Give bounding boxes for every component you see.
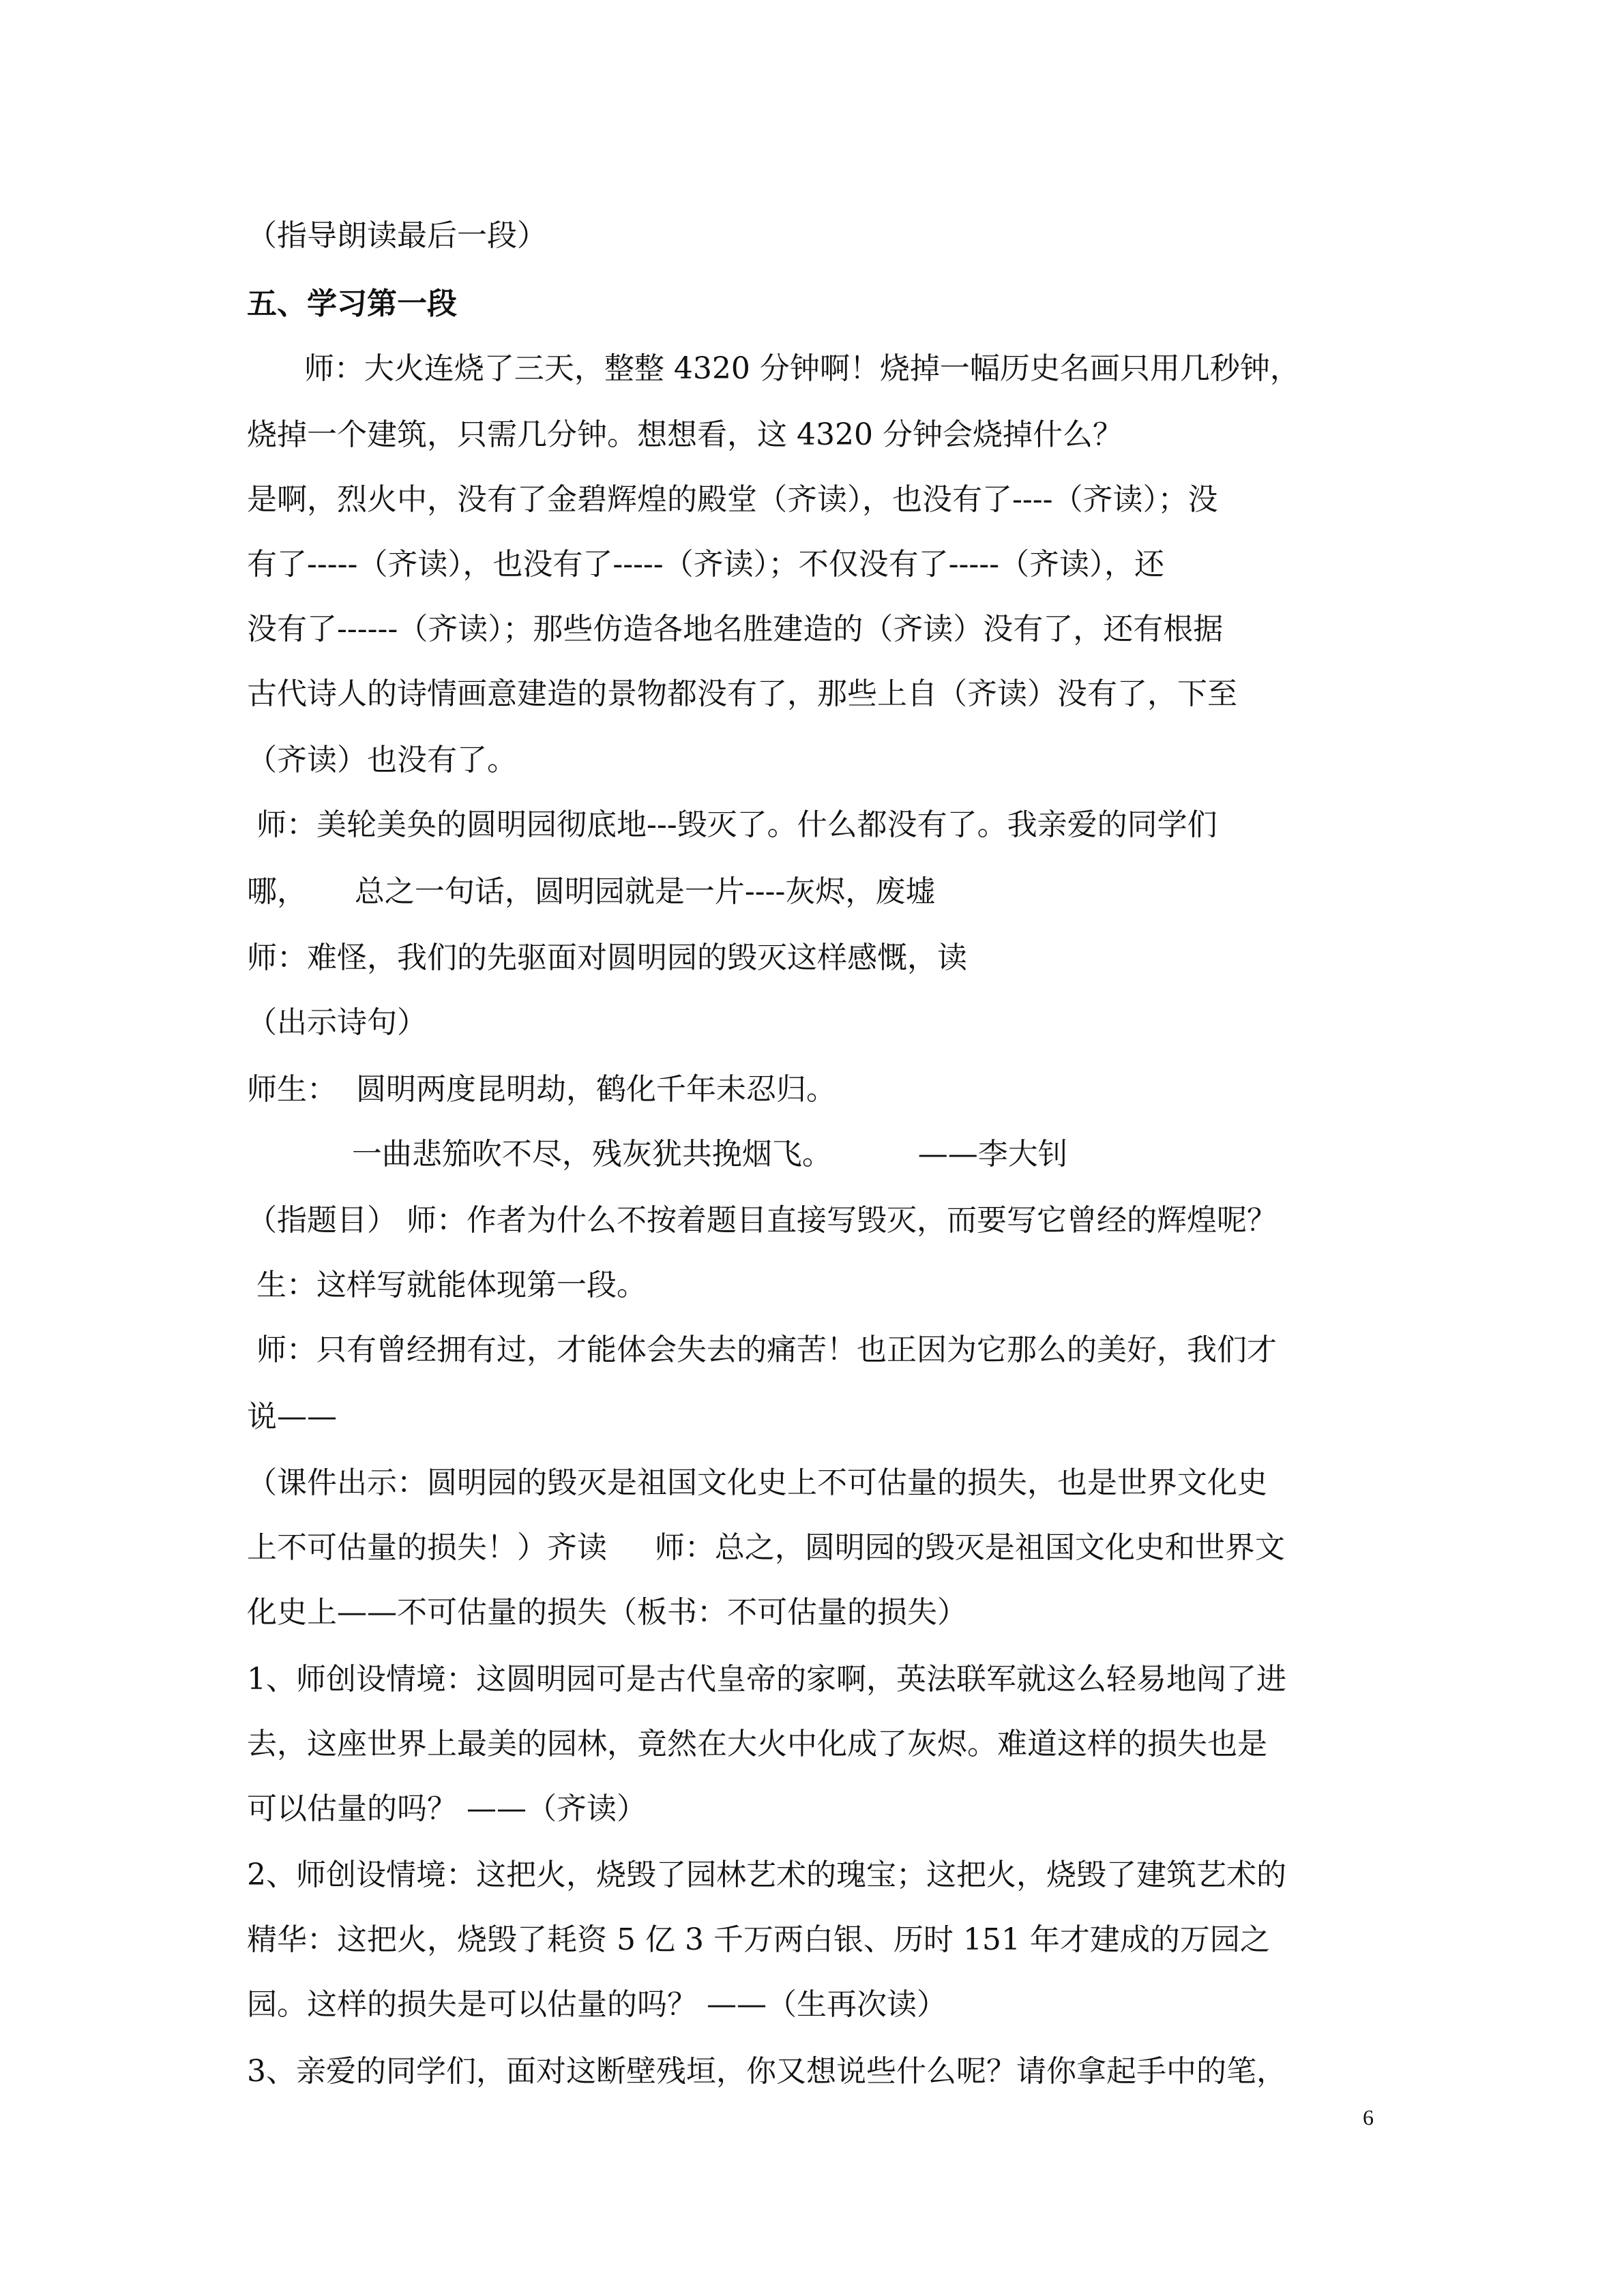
text-line: 去，这座世界上最美的园林，竟然在大火中化成了灰烬。难道这样的损失也是 bbox=[247, 1727, 1267, 1761]
text-line: 古代诗人的诗情画意建造的景物都没有了，那些上自（齐读）没有了，下至 bbox=[247, 676, 1237, 711]
poem-line: 一曲悲笳吹不尽，残灰犹共挽烟飞。 ——李大钊 bbox=[247, 1137, 1068, 1172]
text-line: 师：只有曾经拥有过，才能体会失去的痛苦！也正因为它那么的美好，我们才 bbox=[247, 1332, 1277, 1367]
text-line: 可以估量的吗？ ——（齐读） bbox=[247, 1791, 647, 1826]
page-number: 6 bbox=[1363, 2105, 1374, 2130]
text-line: 说—— bbox=[247, 1399, 337, 1434]
text-line: 没有了------（齐读）；那些仿造各地名胜建造的（齐读）没有了，还有根据 bbox=[247, 612, 1224, 646]
text-line: 上不可估量的损失！）齐读 师：总之，圆明园的毁灭是祖国文化史和世界文 bbox=[247, 1530, 1285, 1565]
poem-line: 师生： 圆明两度昆明劫，鹤化千年未忍归。 bbox=[247, 1072, 836, 1107]
text-line: 哪， 总之一句话，圆明园就是一片----灰烬，废墟 bbox=[247, 874, 936, 909]
text-line: （齐读）也没有了。 bbox=[247, 743, 517, 777]
section-heading: 五、学习第一段 bbox=[247, 286, 457, 321]
text-line: 师：大火连烧了三天，整整 4320 分钟啊！烧掉一幅历史名画只用几秒钟， bbox=[247, 351, 1300, 386]
text-line: 是啊，烈火中，没有了金碧辉煌的殿堂（齐读），也没有了----（齐读）；没 bbox=[247, 482, 1218, 517]
text-line: （出示诗句） bbox=[247, 1005, 427, 1040]
text-line: 2、师创设情境：这把火，烧毁了园林艺术的瑰宝；这把火，烧毁了建筑艺术的 bbox=[247, 1858, 1286, 1892]
text-line: 烧掉一个建筑，只需几分钟。想想看，这 4320 分钟会烧掉什么？ bbox=[247, 417, 1123, 452]
text-line: （课件出示：圆明园的毁灭是祖国文化史上不可估量的损失，也是世界文化史 bbox=[247, 1465, 1267, 1500]
text-line: 生：这样写就能体现第一段。 bbox=[247, 1268, 647, 1302]
text-line: 有了-----（齐读），也没有了-----（齐读）；不仅没有了-----（齐读），还 bbox=[247, 547, 1165, 582]
text-line: 精华：这把火，烧毁了耗资 5 亿 3 千万两白银、历时 151 年才建成的万园之 bbox=[247, 1922, 1270, 1957]
text-line: 师：难怪，我们的先驱面对圆明园的毁灭这样感慨，读 bbox=[247, 940, 967, 975]
text-line: 3、亲爱的同学们，面对这断壁残垣，你又想说些什么呢？请你拿起手中的笔， bbox=[247, 2054, 1286, 2089]
text-line: 园。这样的损失是可以估量的吗？ ——（生再次读） bbox=[247, 1987, 947, 2022]
text-line: 化史上——不可估量的损失（板书：不可估量的损失） bbox=[247, 1595, 967, 1630]
text-line: （指导朗读最后一段） bbox=[247, 218, 547, 253]
text-line: 师：美轮美奂的圆明园彻底地---毁灭了。什么都没有了。我亲爱的同学们 bbox=[247, 807, 1217, 842]
text-line: （指题目） 师：作者为什么不按着题目直接写毁灭，而要写它曾经的辉煌呢？ bbox=[247, 1203, 1277, 1238]
text-line: 1、师创设情境：这圆明园可是古代皇帝的家啊，英法联军就这么轻易地闯了进 bbox=[247, 1662, 1286, 1697]
